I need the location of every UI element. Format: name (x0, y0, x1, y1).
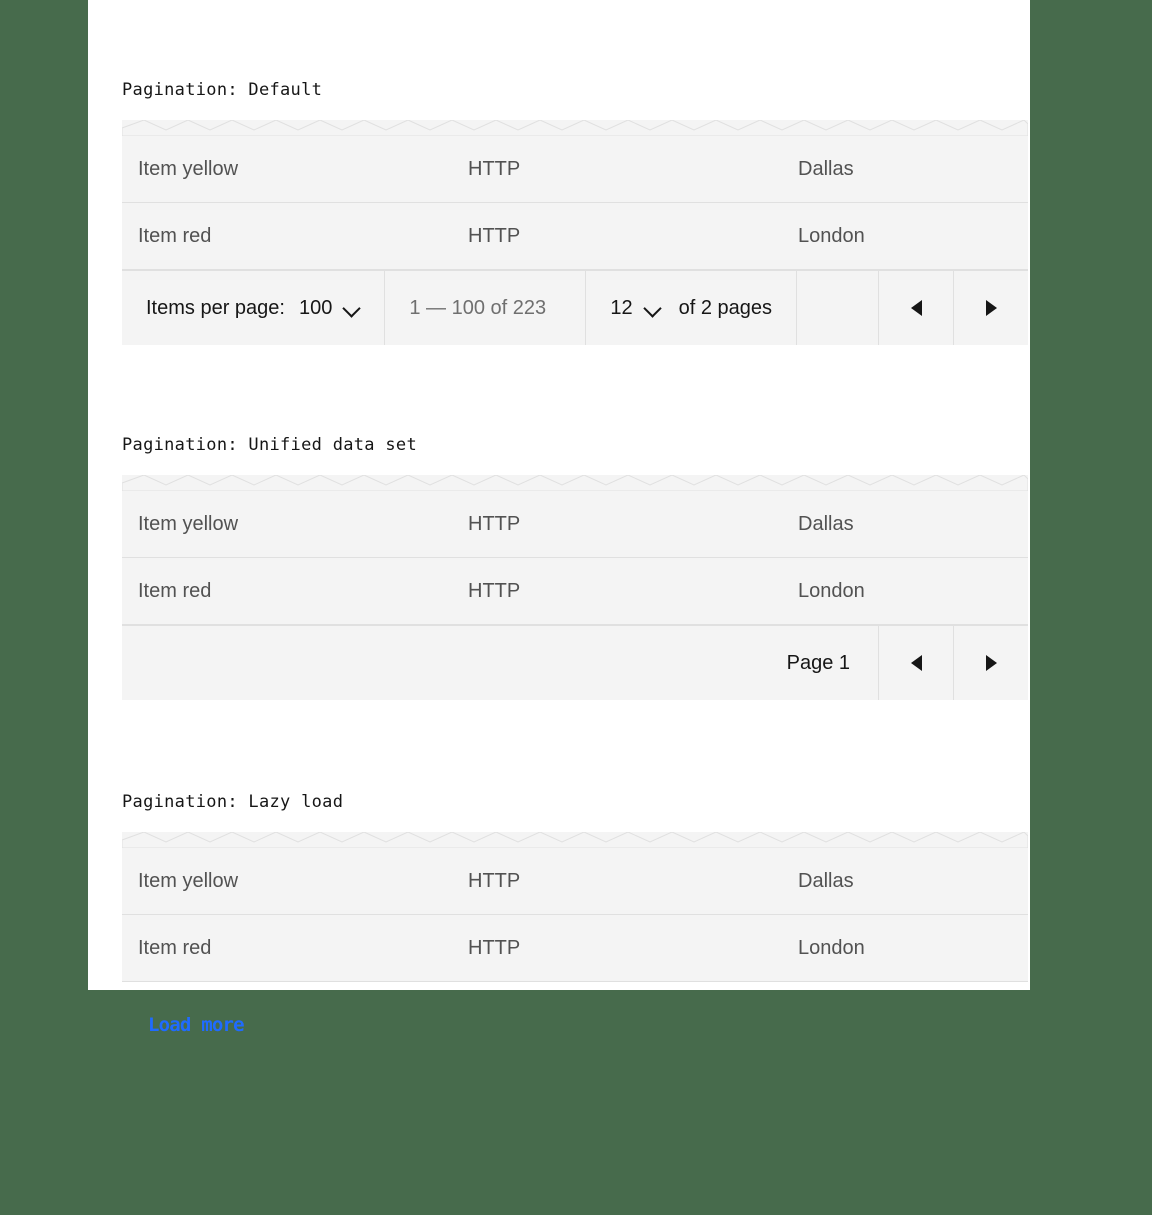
chevron-down-icon (344, 300, 360, 316)
cell-name: Item red (138, 579, 212, 602)
cell-protocol: HTTP (468, 869, 521, 892)
section-label-unified: Pagination: Unified data set (122, 435, 417, 455)
table-row[interactable] (122, 136, 1028, 203)
caret-right-icon (986, 300, 997, 316)
items-per-page-select[interactable] (299, 297, 360, 320)
pagination-default (122, 270, 1028, 345)
section-pagination-default (122, 80, 1032, 345)
cell-city: Dallas (798, 869, 854, 892)
items-per-page-value: 100 (298, 296, 333, 319)
cell-protocol: HTTP (468, 157, 521, 180)
caret-right-icon (986, 655, 997, 671)
data-table-unified (122, 475, 1028, 700)
table-row[interactable] (122, 203, 1028, 270)
table-row[interactable] (122, 491, 1028, 558)
load-more-link[interactable]: Load more (148, 1014, 244, 1036)
chevron-down-icon (645, 300, 661, 316)
section-pagination-unified (122, 435, 1032, 700)
table-row[interactable] (122, 915, 1028, 982)
cell-protocol: HTTP (468, 936, 521, 959)
items-per-page-label: Items per page: (146, 296, 285, 319)
next-page-button[interactable] (954, 626, 1028, 700)
previous-page-button[interactable] (879, 271, 954, 345)
cell-name: Item yellow (138, 512, 239, 535)
table-row[interactable] (122, 558, 1028, 625)
cell-name: Item red (138, 936, 212, 959)
data-table-default (122, 120, 1028, 345)
data-table-lazy-load (122, 832, 1028, 982)
section-label-default: Pagination: Default (122, 80, 323, 100)
cell-name: Item red (138, 224, 212, 247)
cell-protocol: HTTP (468, 224, 521, 247)
page-indicator-label: Page 1 (122, 626, 879, 700)
pagination-unified (122, 625, 1028, 700)
cell-protocol: HTTP (468, 579, 521, 602)
section-label-lazy-load: Pagination: Lazy load (122, 792, 344, 812)
cell-city: London (798, 936, 865, 959)
table-row[interactable] (122, 848, 1028, 915)
cell-city: London (798, 224, 865, 247)
cell-city: Dallas (798, 512, 854, 535)
torn-edge-top-decoration (122, 120, 1028, 136)
cell-city: Dallas (798, 157, 854, 180)
torn-edge-top-decoration (122, 832, 1028, 848)
page-count-label: of 2 pages (678, 296, 773, 319)
pagination-filler (797, 271, 879, 345)
pagination-range-text: 1 — 100 of 223 (385, 271, 586, 345)
items-per-page-group (122, 271, 385, 345)
cell-city: London (798, 579, 865, 602)
cell-protocol: HTTP (468, 512, 521, 535)
caret-left-icon (911, 300, 922, 316)
caret-left-icon (911, 655, 922, 671)
cell-name: Item yellow (138, 869, 239, 892)
previous-page-button[interactable] (879, 626, 954, 700)
page-select-group (586, 271, 797, 345)
next-page-button[interactable] (954, 271, 1028, 345)
section-pagination-lazy-load (122, 792, 1032, 982)
page-select-value: 12 (610, 296, 633, 319)
cell-name: Item yellow (138, 157, 239, 180)
page-select[interactable] (610, 297, 660, 320)
torn-edge-top-decoration (122, 475, 1028, 491)
